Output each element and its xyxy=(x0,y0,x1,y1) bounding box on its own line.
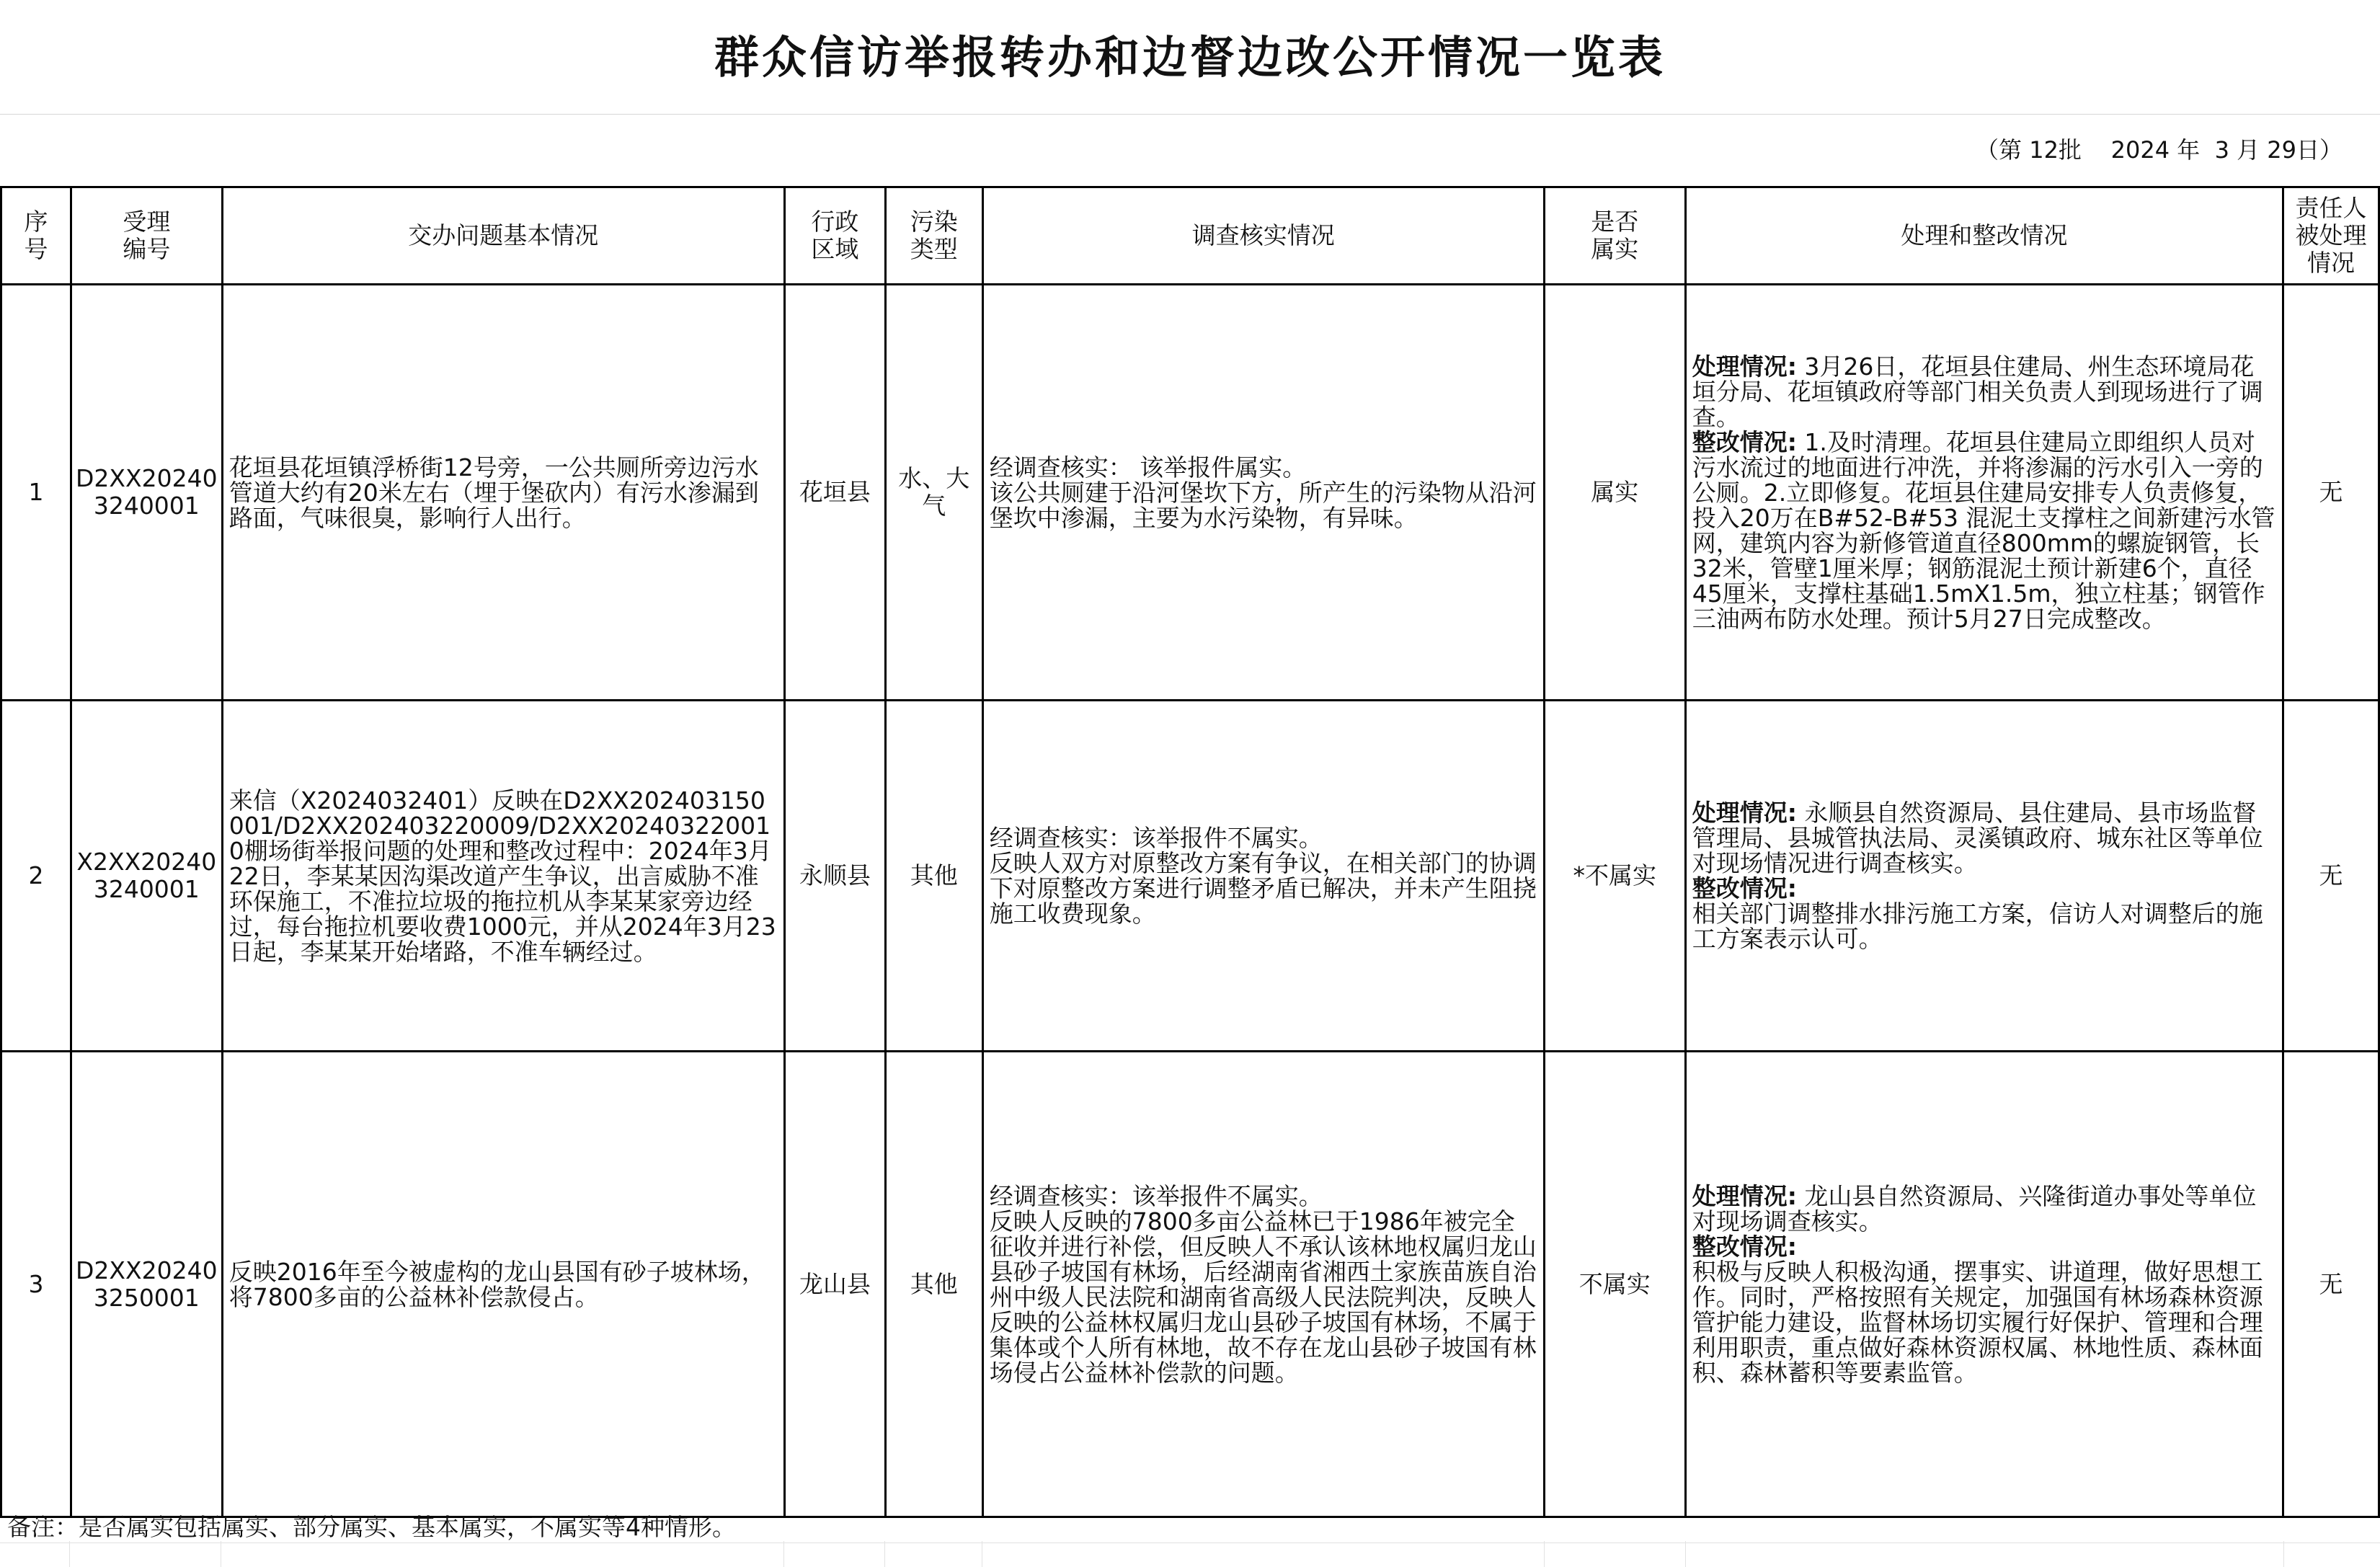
header-divider xyxy=(0,114,2380,115)
cell-verified: *不属实 xyxy=(1544,701,1685,1052)
cell-investigation: 经调查核实：该举报件不属实。 反映人反映的7800多亩公益林已于1986年被完全征收并进行补偿，但反映人不承认该林地权属归龙山县砂子坡国有林场，后经湖南省湘西土家族苗族自治州中级人民法院和湖南省高级人民法院判决，反映人反映的公益林权属归龙山县砂子坡国有林场，不属于集体或个人所有林地，故不存在龙山县砂子坡国有林场侵占公益林补偿款的问题。 xyxy=(982,1052,1544,1517)
header-investigation: 调查核实情况 xyxy=(982,187,1544,285)
table-row xyxy=(1,701,2379,1052)
handling-block xyxy=(1692,800,2276,876)
cell-pollution: 其他 xyxy=(885,1052,982,1517)
page-title: 群众信访举报转办和边督边改公开情况一览表 xyxy=(714,31,1666,84)
header-handling: 处理和整改情况 xyxy=(1685,187,2283,285)
cell-issue: 来信（X2024032401）反映在D2XX202403150001/D2XX202403220009/D2XX202403220010棚场街举报问题的处理和整改过程中：2024年3月22日，李某某因沟渠改道产生争议，出言威胁不准环保施工，不准拉垃圾的拖拉机从李某某家旁边经过，每台拖拉机要收费1000元，并从2024年3月23日起，李某某开始堵路，不准车辆经过。 xyxy=(222,701,784,1052)
rectification-label: 整改情况: xyxy=(1692,874,1797,902)
cell-seq: 1 xyxy=(1,285,71,701)
cell-verified: 不属实 xyxy=(1544,1052,1685,1517)
cell-issue: 反映2016年至今被虚构的龙山县国有砂子坡林场，将7800多亩的公益林补偿款侵占。 xyxy=(222,1052,784,1517)
cell-issue: 花垣县花垣镇浮桥街12号旁，一公共厕所旁边污水管道大约有20米左右（埋于堡砍内）有污水渗漏到路面，气味很臭，影响行人出行。 xyxy=(222,285,784,701)
cell-seq: 3 xyxy=(1,1052,71,1517)
cell-responsible: 无 xyxy=(2283,285,2379,701)
rectification-text: 积极与反映人积极沟通，摆事实、讲道理，做好思想工作。同时，严格按照有关规定，加强国有林场森林资源管护能力建设，监督林场切实履行好保护、管理和合理利用职责，重点做好森林资源权属、林地性质、森林面积、森林蓄积等要素监管。 xyxy=(1692,1257,2263,1387)
header-pollution: 污染类型 xyxy=(885,187,982,285)
handling-label: 处理情况: xyxy=(1692,352,1797,381)
table-row xyxy=(1,1052,2379,1517)
cell-case-no: D2XX202403250001 xyxy=(71,1052,222,1517)
handling-label: 处理情况: xyxy=(1692,799,1797,827)
cell-seq: 2 xyxy=(1,701,71,1052)
table-row xyxy=(1,285,2379,701)
handling-block xyxy=(1692,354,2276,430)
handling-label: 处理情况: xyxy=(1692,1181,1797,1210)
cell-region: 永顺县 xyxy=(784,701,885,1052)
rectification-block xyxy=(1692,876,2276,951)
rectification-text: 相关部门调整排水排污施工方案，信访人对调整后的施工方案表示认可。 xyxy=(1692,900,2263,953)
rectification-block xyxy=(1692,1234,2276,1385)
rectification-label: 整改情况: xyxy=(1692,1232,1797,1261)
sheet-gridline xyxy=(884,1541,885,1567)
cell-pollution: 水、大气 xyxy=(885,285,982,701)
sheet-gridline xyxy=(783,1541,784,1567)
report-table xyxy=(0,186,2380,1518)
sheet-gridline xyxy=(1544,1541,1545,1567)
cell-investigation: 经调查核实： 该举报件属实。 该公共厕建于沿河堡坎下方，所产生的污染物从沿河堡坎中渗漏，主要为水污染物，有异味。 xyxy=(982,285,1544,701)
header-responsible: 责任人被处理情况 xyxy=(2283,187,2379,285)
handling-block xyxy=(1692,1181,2276,1235)
rectification-label: 整改情况: xyxy=(1692,427,1797,456)
header-verified: 是否属实 xyxy=(1544,187,1685,285)
sheet-gridline xyxy=(69,1541,70,1567)
cell-responsible: 无 xyxy=(2283,701,2379,1052)
sheet-gridline xyxy=(2283,1541,2284,1567)
footnote: 备注：是否属实包括属实、部分属实、基本属实，不属实等4种情形。 xyxy=(7,1513,736,1541)
handling-text: 永顺县自然资源局、县住建局、县市场监督管理局、县城管执法局、灵溪镇政府、城东社区等单位对现场情况进行调查核实。 xyxy=(1692,799,2263,877)
rectification-text: 1.及时清理。花垣县住建局立即组织人员对污水流过的地面进行冲洗，并将渗漏的污水引入一旁的公厕。2.立即修复。花垣县住建局安排专人负责修复，投入20万在B#52-B#53 混泥土支撑柱之间新建污水管网，建筑内容为新修管道直径800mm的螺旋钢管，长32米，管壁1厘米厚；钢筋混泥土预计新建6个，直径45厘米，支撑柱基础1.5mX1.5m，独立柱基；钢管作三油两布防水处理。预计5月27日完成整改。 xyxy=(1692,427,2275,633)
cell-handling xyxy=(1685,701,2283,1052)
cell-handling xyxy=(1685,1052,2283,1517)
rectification-block xyxy=(1692,427,2276,633)
header-region: 行政区域 xyxy=(784,187,885,285)
header-seq: 序号 xyxy=(1,187,71,285)
cell-region: 龙山县 xyxy=(784,1052,885,1517)
cell-investigation: 经调查核实：该举报件不属实。 反映人双方对原整改方案有争议，在相关部门的协调下对原整改方案进行调整矛盾已解决，并未产生阻挠施工收费现象。 xyxy=(982,701,1544,1052)
cell-case-no: X2XX202403240001 xyxy=(71,701,222,1052)
handling-text: 龙山县自然资源局、兴隆街道办事处等单位对现场调查核实。 xyxy=(1692,1181,2257,1235)
handling-text: 3月26日，花垣县住建局、州生态环境局花垣分局、花垣镇政府等部门相关负责人到现场进行了调查。 xyxy=(1692,352,2263,431)
sheet-gridline xyxy=(0,1542,2380,1543)
cell-case-no: D2XX202403240001 xyxy=(71,285,222,701)
header-row xyxy=(1,187,2379,285)
batch-info: （第 12批 2024 年 3 月 29日） xyxy=(1976,136,2343,164)
cell-region: 花垣县 xyxy=(784,285,885,701)
cell-verified: 属实 xyxy=(1544,285,1685,701)
sheet-gridline xyxy=(1685,1541,1686,1567)
header-case-no: 受理编号 xyxy=(71,187,222,285)
header-issue: 交办问题基本情况 xyxy=(222,187,784,285)
cell-handling xyxy=(1685,285,2283,701)
cell-responsible: 无 xyxy=(2283,1052,2379,1517)
cell-pollution: 其他 xyxy=(885,701,982,1052)
